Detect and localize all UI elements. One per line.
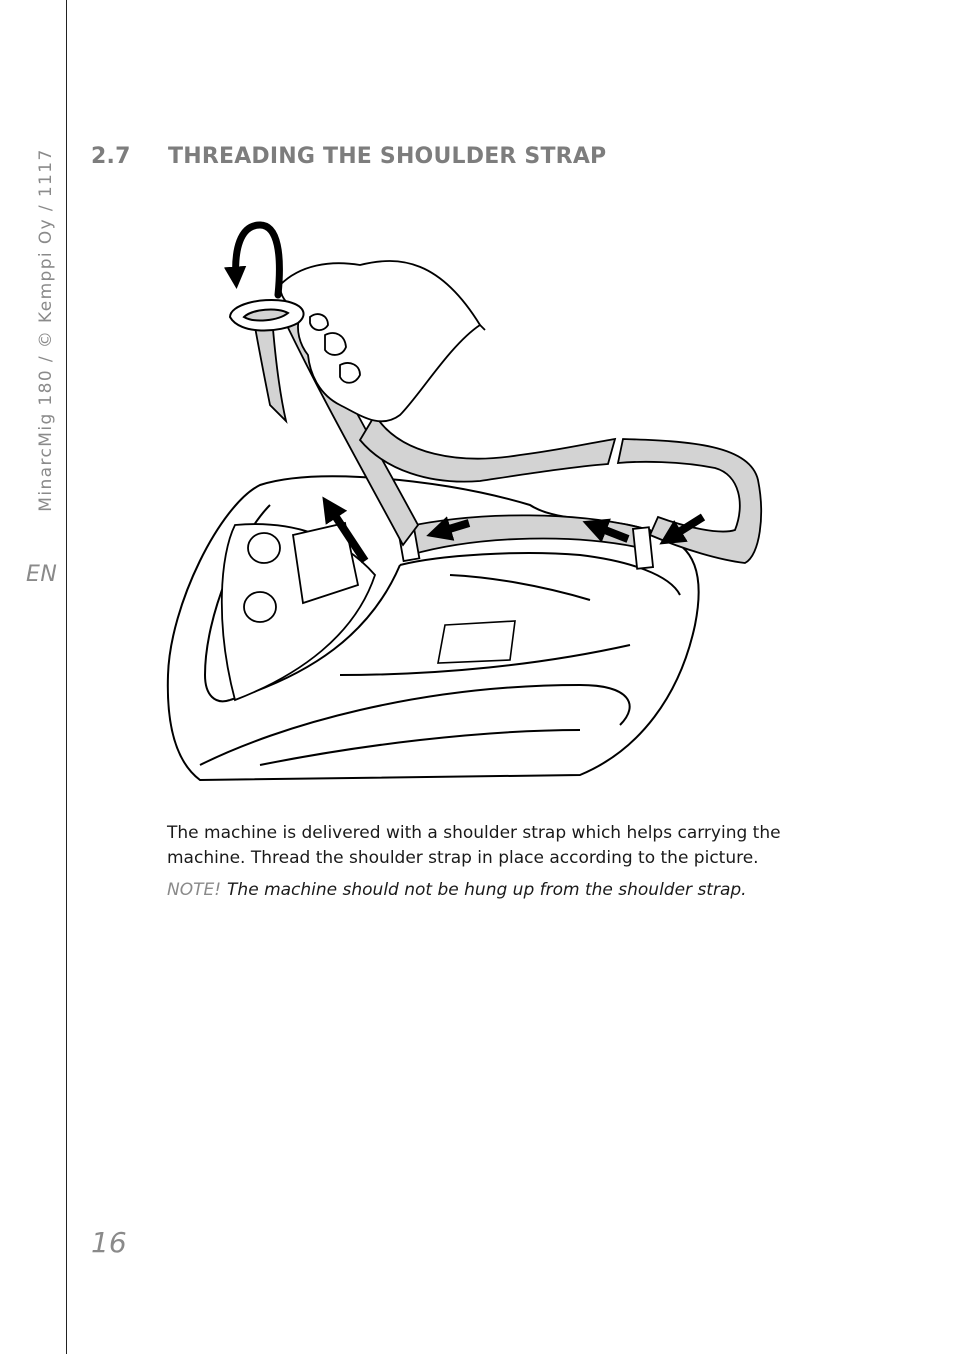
section-number: 2.7 [91,144,131,169]
document-reference: MinarcMig 180 / © Kemppi Oy / 1117 [36,148,56,512]
note-text: The machine should not be hung up from the shoulder strap. [227,880,747,900]
knob-top-icon [248,533,280,563]
section-heading [91,144,606,169]
knob-bottom-icon [244,592,276,622]
instruction-paragraph: The machine is delivered with a shoulder strap which helps carrying the machine. Thread the shoulder strap in place according to the picture. [167,823,781,868]
page-number: 16 [91,1226,127,1259]
section-title: THREADING THE SHOULDER STRAP [168,144,607,169]
note-label: NOTE! [167,880,222,900]
shoulder-strap-illustration [160,205,780,795]
u-turn-arrow-icon [236,225,280,295]
buckle-drawing [230,300,304,331]
hand-drawing [280,261,485,421]
note [167,880,807,900]
margin-rule [66,0,67,1354]
language-code: EN [26,562,58,587]
